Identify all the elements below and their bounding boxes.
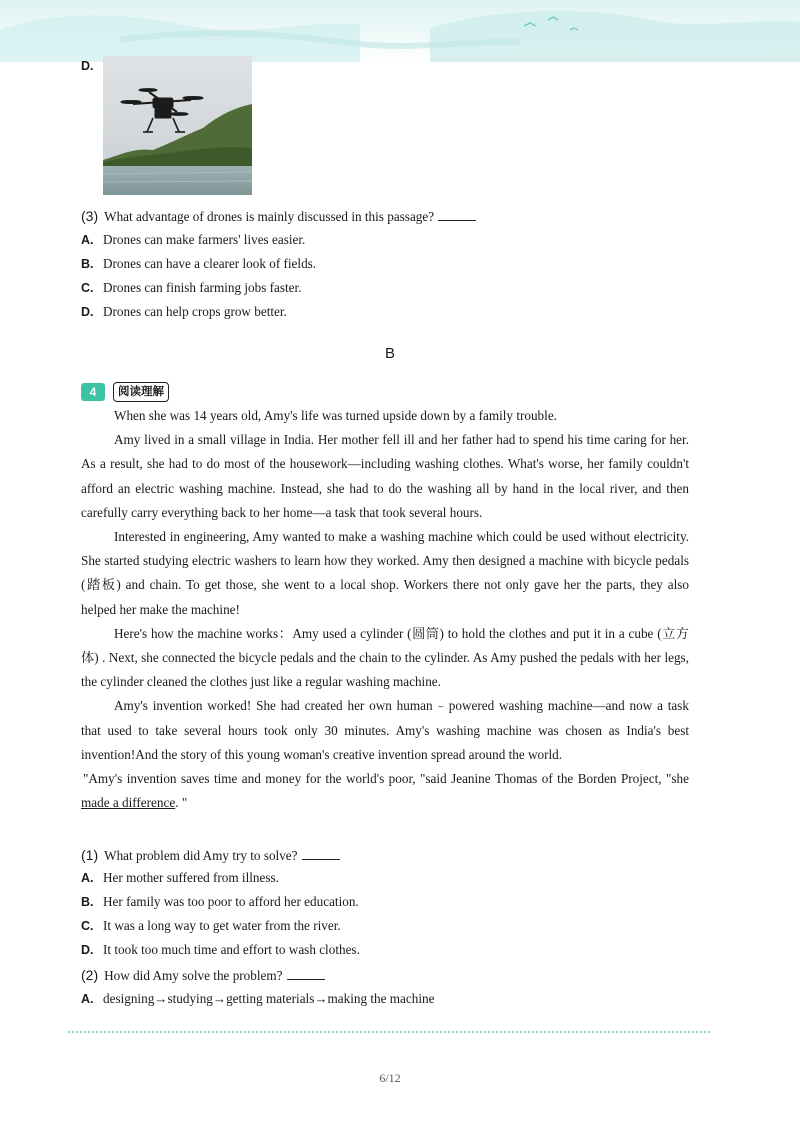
option-label: A. <box>81 992 94 1006</box>
answer-blank[interactable] <box>287 967 325 980</box>
option-a[interactable] <box>81 869 279 887</box>
option-text: designing→studying→getting materials→making the machine <box>103 991 435 1006</box>
option-label: B. <box>81 895 94 909</box>
underlined-phrase: made a difference <box>81 795 176 811</box>
reading-passage <box>81 404 689 815</box>
passage-paragraph: Amy's invention worked! She had created her own human﹣powered washing machine—and now a task that used to take several hours took only 30 minutes. Amy's washing machine was chosen as India's best invention!And the story of this young woman's creative invention spread around the world. <box>81 698 689 762</box>
question-number-badge: 4 <box>81 383 105 401</box>
passage-paragraph: Here's how the machine works：Amy used a cylinder (圆筒) to hold the clothes and put it in a cube (立方体) . Next, she connected the bicycle pedals and the chain to the cylinder. As Amy pushed the pedals with her legs, the cylinder cleaned the clothes just like a regular washing machine. <box>81 625 689 690</box>
option-text: Drones can finish farming jobs faster. <box>103 280 302 295</box>
option-label: B. <box>81 257 94 271</box>
question-number: (3) <box>81 208 99 224</box>
drone-photo <box>103 56 252 195</box>
prev-option-d <box>81 57 103 75</box>
passage-paragraph: When she was 14 years old, Amy's life was turned upside down by a family trouble. <box>114 408 557 423</box>
option-text: Drones can help crops grow better. <box>103 304 287 319</box>
question-text: How did Amy solve the problem? <box>104 968 283 983</box>
question-type-badge: 阅读理解 <box>113 382 169 402</box>
option-label: C. <box>81 281 94 295</box>
option-label: D. <box>81 305 94 319</box>
passage-quote <box>81 767 689 815</box>
option-b[interactable] <box>81 255 316 273</box>
quote-end: . " <box>175 795 188 811</box>
option-a[interactable] <box>81 990 434 1008</box>
footer-divider <box>68 1031 710 1033</box>
section-title: B <box>384 345 395 362</box>
option-text: Her family was too poor to afford her education. <box>103 894 359 909</box>
question-3 <box>81 207 476 226</box>
option-b[interactable] <box>81 893 359 911</box>
option-label: D. <box>81 59 94 73</box>
option-a[interactable] <box>81 231 305 249</box>
passage-paragraph: Amy lived in a small village in India. Her mother fell ill and her father had to spend his time caring for her. As a result, she had to do most of the housework—including washing clothes. What's worse, her family couldn't afford an electric washing machine. Instead, she had to do the washing all by hand in the local river, and then carefully carry everything back to her home—a task that took several hours. <box>81 432 689 520</box>
question-text: What problem did Amy try to solve? <box>104 848 298 863</box>
option-label: A. <box>81 871 94 885</box>
option-label: D. <box>81 943 94 957</box>
question-number: (1) <box>81 847 99 863</box>
page-number: 6/12 <box>379 1071 401 1085</box>
question-1 <box>81 846 340 865</box>
answer-blank[interactable] <box>438 208 476 221</box>
option-text: It took too much time and effort to wash clothes. <box>103 942 360 957</box>
option-text: Her mother suffered from illness. <box>103 870 279 885</box>
option-label: A. <box>81 233 94 247</box>
passage-paragraph: Interested in engineering, Amy wanted to make a washing machine which could be used without electricity. She started studying electric washers to learn how they worked. Amy then designed a machine with bicycle pedals (踏板) and chain. To get those, she went to a local shop. Workers there not only gave her the parts, they also helped her make the machine! <box>81 529 689 617</box>
question-text: What advantage of drones is mainly discussed in this passage? <box>104 209 435 224</box>
option-d[interactable] <box>81 941 360 959</box>
question-number: (2) <box>81 967 99 983</box>
quote-text: "Amy's invention saves time and money for the world's poor, "said Jeanine Thomas of the Borden Project, "she <box>83 771 689 787</box>
option-d[interactable] <box>81 303 287 321</box>
answer-blank[interactable] <box>302 847 340 860</box>
option-label: C. <box>81 919 94 933</box>
option-c[interactable] <box>81 917 341 935</box>
option-c[interactable] <box>81 279 302 297</box>
option-text: Drones can make farmers' lives easier. <box>103 232 306 247</box>
option-text: Drones can have a clearer look of fields. <box>103 256 317 271</box>
question-2 <box>81 966 325 985</box>
option-text: It was a long way to get water from the river. <box>103 918 341 933</box>
